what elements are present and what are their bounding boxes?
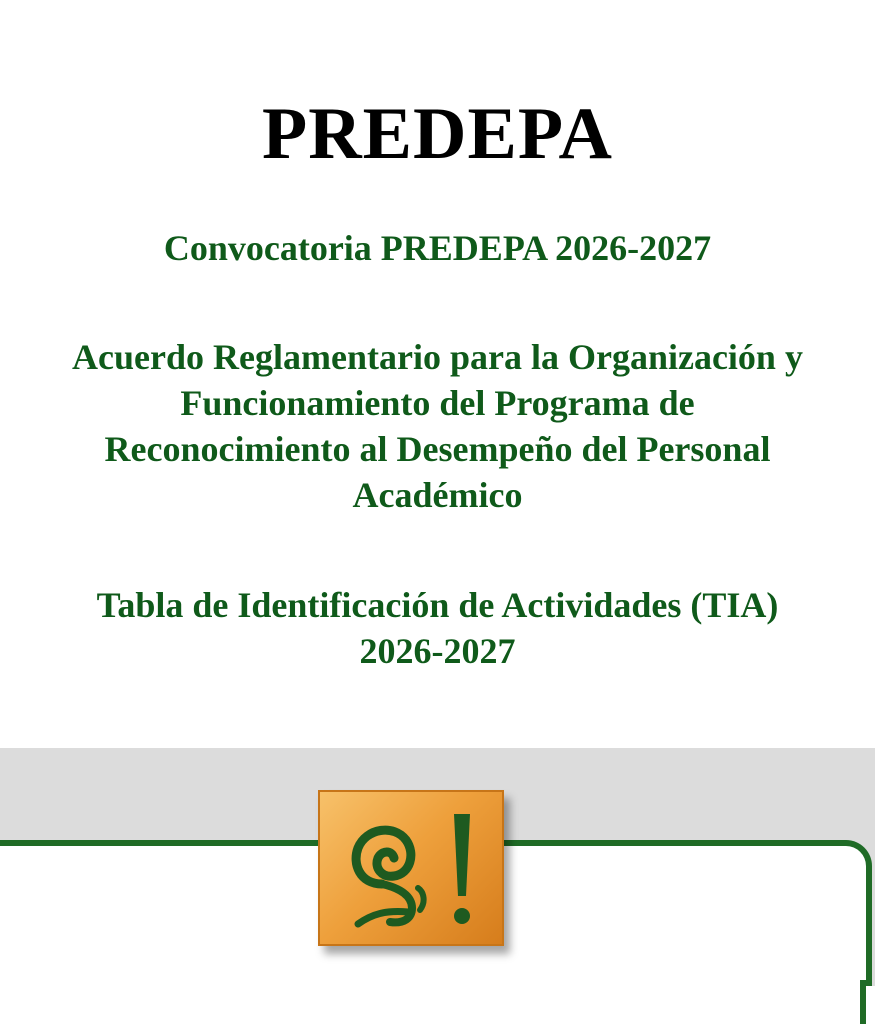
predepa-logo xyxy=(318,790,504,946)
convocatoria-heading: Convocatoria PREDEPA 2026-2027 xyxy=(163,228,712,268)
footer-frame-edge xyxy=(860,980,866,1024)
page-title: PREDEPA xyxy=(262,93,613,175)
tabla-heading xyxy=(0,582,875,674)
spiral-exclamation-logo-icon xyxy=(320,792,502,944)
acuerdo-line: Reconocimiento al Desempeño del Personal xyxy=(104,429,771,469)
acuerdo-line: Académico xyxy=(352,475,523,515)
acuerdo-line: Funcionamiento del Programa de xyxy=(180,383,695,423)
tabla-line: Tabla de Identificación de Actividades (TIA) xyxy=(96,585,779,625)
acuerdo-line: Acuerdo Reglamentario para la Organización y xyxy=(72,337,803,377)
footer-bottom xyxy=(0,986,875,1024)
acuerdo-heading xyxy=(0,334,875,518)
tabla-line: 2026-2027 xyxy=(359,631,516,671)
